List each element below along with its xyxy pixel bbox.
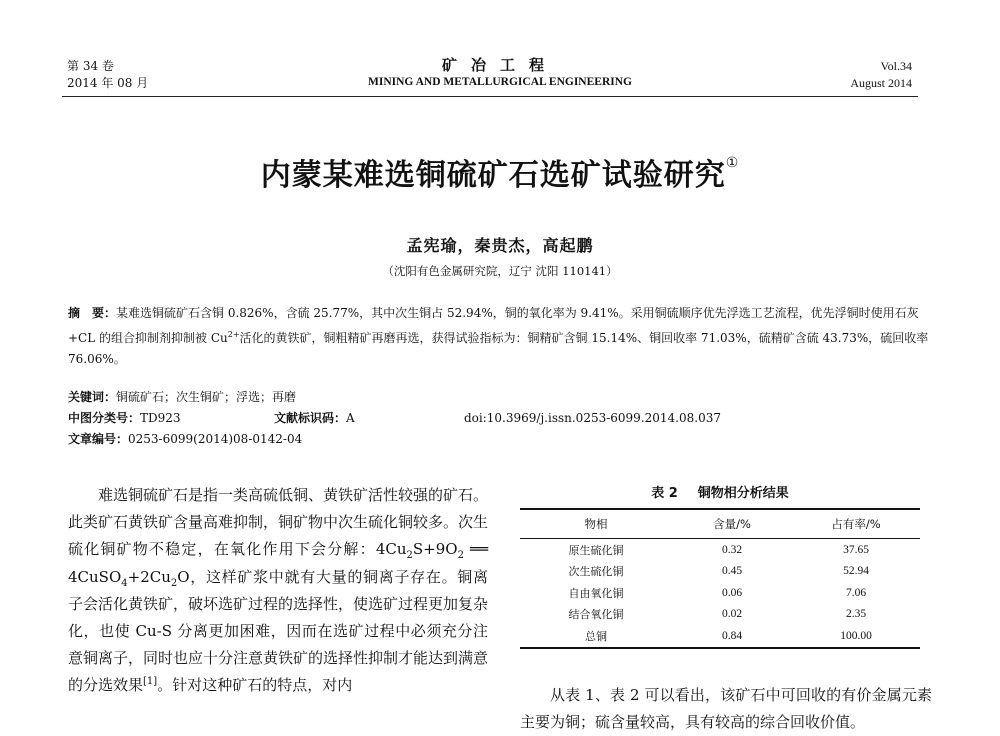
clc-value: TD923 — [140, 411, 181, 425]
doc-code-label: 文献标识码： — [274, 411, 347, 425]
table-header: 含量/% — [672, 509, 792, 539]
affiliation: （沈阳有色金属研究院，辽宁 沈阳 110141） — [382, 264, 618, 278]
table-header: 占有率/% — [792, 509, 920, 539]
table-cell: 37.65 — [843, 543, 869, 556]
body-text-e: O，这样矿浆中就有大量的铜离子存在。铜离子会活化黄铁矿，破坏选矿过程的选择性，使选矿过程更加复杂化，也使 Cu-S 分离更加困难，因而在选矿过程中必须充分注意铜离子，同时也应十分注意黄铁矿的选择性抑制才能达到满意的分选效果 — [68, 567, 489, 695]
journal-name-en: MINING AND METALLURGICAL ENGINEERING — [367, 76, 632, 88]
article-number-label: 文章编号： — [68, 432, 129, 446]
table-row — [520, 625, 920, 648]
authors: 孟宪瑜，秦贵杰，高起鹏 — [406, 236, 594, 255]
body-text-a: 难选铜硫矿石是指一类高硫低铜、黄铁矿活性较强的矿石。此类矿石黄铁矿含量高难抑制，铜矿物中次生硫化铜较多。次生硫化铜矿物不稳定，在氧化作用下会分解：4Cu — [68, 486, 489, 559]
table-row — [520, 582, 920, 604]
date-cn: 2014 年 08 月 — [67, 76, 149, 90]
abstract-cu-sup: 2+ — [227, 330, 240, 339]
abstract-label: 摘 要： — [68, 306, 117, 320]
classification-row — [68, 408, 721, 429]
header-right — [850, 58, 912, 92]
table-row — [520, 561, 920, 583]
table-cell: 次生硫化铜 — [568, 565, 624, 579]
body-text-f: 。针对这种矿石的特点，对内 — [157, 676, 353, 695]
keywords-label: 关键词： — [68, 390, 117, 404]
table-cell: 结合氧化铜 — [568, 608, 624, 622]
article-number-value: 0253-6099(2014)08-0142-04 — [128, 432, 303, 446]
table-cell: 2.35 — [845, 608, 867, 621]
article-meta — [68, 387, 721, 450]
sub-2: 2 — [170, 577, 178, 589]
doi[interactable]: doi:10.3969/j.issn.0253-6099.2014.08.037 — [464, 411, 721, 425]
table-cell: 100.00 — [792, 625, 920, 648]
table-cell: 自由氧化铜 — [568, 586, 624, 600]
table-cell: 0.06 — [721, 586, 743, 599]
table-cell: 0.84 — [672, 625, 792, 648]
journal-name-cn: 矿冶工程 — [441, 56, 558, 74]
body-text-d: +2Cu — [127, 567, 171, 586]
table-cell: 0.32 — [721, 543, 743, 556]
article-title-text: 内蒙某难选铜硫矿石选矿试验研究 — [260, 158, 726, 193]
body-right-column — [520, 682, 932, 736]
volume-en: Vol.34 — [880, 59, 912, 73]
header-center — [330, 56, 670, 90]
body-text-b: S+9O — [412, 540, 458, 559]
table-number: 表 2 — [651, 486, 678, 501]
table-row — [520, 604, 920, 626]
table-caption — [520, 482, 920, 501]
keywords-row — [68, 387, 721, 408]
table-row — [520, 539, 920, 561]
sub-2: 2 — [406, 550, 413, 562]
body-left-column — [68, 482, 488, 700]
title-footnote-mark: ① — [725, 155, 740, 171]
clc-label: 中图分类号： — [68, 411, 141, 425]
table-cell: 52.94 — [843, 565, 869, 578]
table-cell: 原生硫化铜 — [568, 543, 624, 557]
table-header: 物相 — [520, 509, 672, 539]
keywords-text: 铜硫矿石；次生铜矿；浮选；再磨 — [116, 390, 297, 404]
reference-link[interactable]: [1] — [143, 676, 158, 688]
table-title: 铜物相分析结果 — [697, 486, 789, 501]
table-cell: 7.06 — [845, 586, 867, 599]
volume-cn: 第 34 卷 — [67, 59, 114, 73]
body-paragraph — [68, 482, 488, 700]
doc-code-value: A — [346, 411, 355, 425]
table-cell: 0.02 — [721, 608, 743, 621]
article-title — [0, 150, 1000, 194]
header-rule — [62, 96, 918, 97]
abstract-text-2: 活化的黄铁矿，铜粗精矿再磨再选，获得试验指标为：铜精矿含铜 15.14%、铜回收率 71.03%，硫精矿含硫 43.73%，硫回收率 76.06%。 — [68, 331, 929, 366]
body-paragraph-right: 从表 1、表 2 可以看出，该矿石中可回收的有价金属元素主要为铜；硫含量较高，具有较高的综合回收价值。 — [520, 686, 932, 732]
table-cell: 0.45 — [721, 565, 743, 578]
header-left — [67, 58, 148, 92]
abstract-text-1: 某难选铜硫矿石含铜 0.826%，含硫 25.77%，其中次生铜占 52.94%，铜的氧化率为 9.41%。采用铜硫顺序优先浮选工艺流程，优先浮铜时使用石灰+CL 的组合抑制剂抑制被 Cu — [68, 306, 919, 345]
abstract — [68, 303, 930, 370]
copper-phase-table — [520, 508, 920, 649]
date-en: August 2014 — [850, 76, 912, 90]
article-number-row — [68, 429, 721, 450]
sub-4: 4 — [121, 577, 128, 589]
table-cell: 总铜 — [520, 625, 672, 648]
body-text-c: ══ 4CuSO — [68, 540, 488, 586]
table-header-row — [520, 509, 920, 539]
sub-2: 2 — [457, 550, 464, 562]
